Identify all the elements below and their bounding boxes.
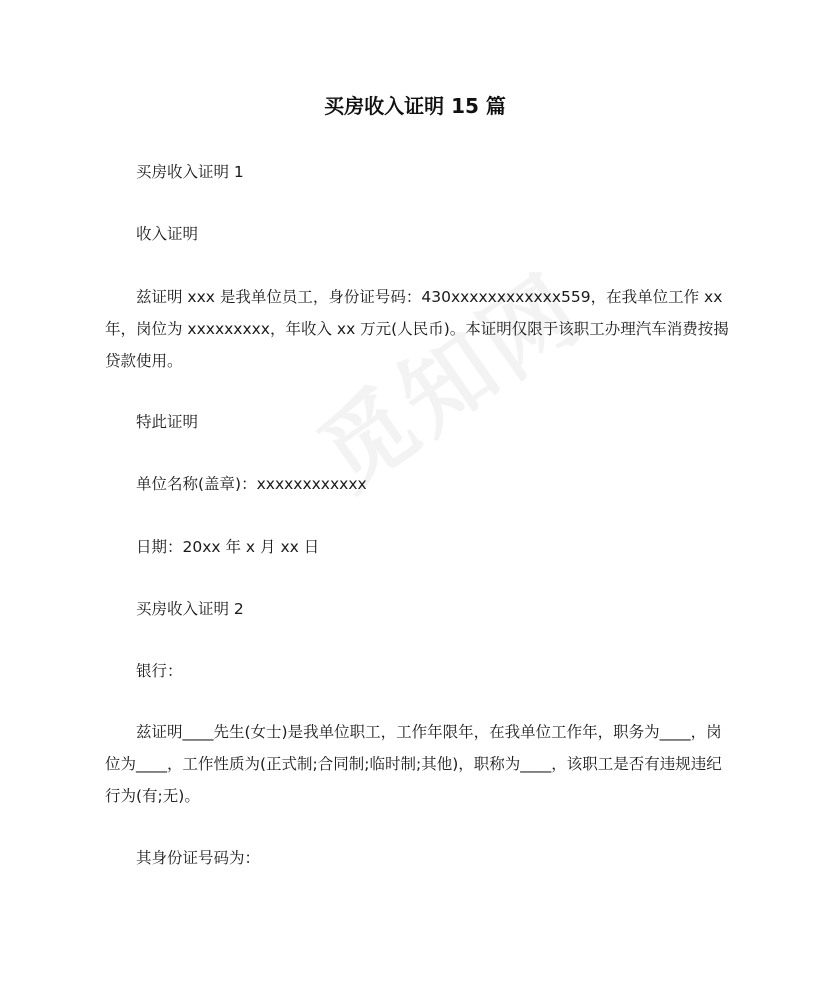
date-line: 日期：20xx 年 x 月 xx 日 xyxy=(136,538,320,556)
certificate-heading: 收入证明 xyxy=(136,225,199,243)
unit-name-line: 单位名称(盖章)：xxxxxxxxxxxx xyxy=(136,475,367,493)
document-title: 买房收入证明 15 篇 xyxy=(324,94,506,118)
certification-statement: 特此证明 xyxy=(136,413,199,431)
employment-body: 兹证明____先生(女士)是我单位职工，工作年限年，在我单位工作年，职务为____，岗位为____，工作性质为(正式制;合同制;临时制;其他)，职称为____，该职工是否有违规违纪行为(有;无)。 xyxy=(105,723,722,805)
section-heading-2: 买房收入证明 2 xyxy=(136,600,244,618)
bank-line: 银行： xyxy=(136,662,183,680)
id-number-line: 其身份证号码为： xyxy=(136,849,261,867)
section-heading-1: 买房收入证明 1 xyxy=(136,163,244,181)
certificate-body: 兹证明 xxx 是我单位员工，身份证号码：430xxxxxxxxxxxx559，在我单位工作 xx 年，岗位为 xxxxxxxxx，年收入 xx 万元(人民币)。本证明仅限于该职工办理汽车消费按揭贷款使用。 xyxy=(105,288,729,370)
